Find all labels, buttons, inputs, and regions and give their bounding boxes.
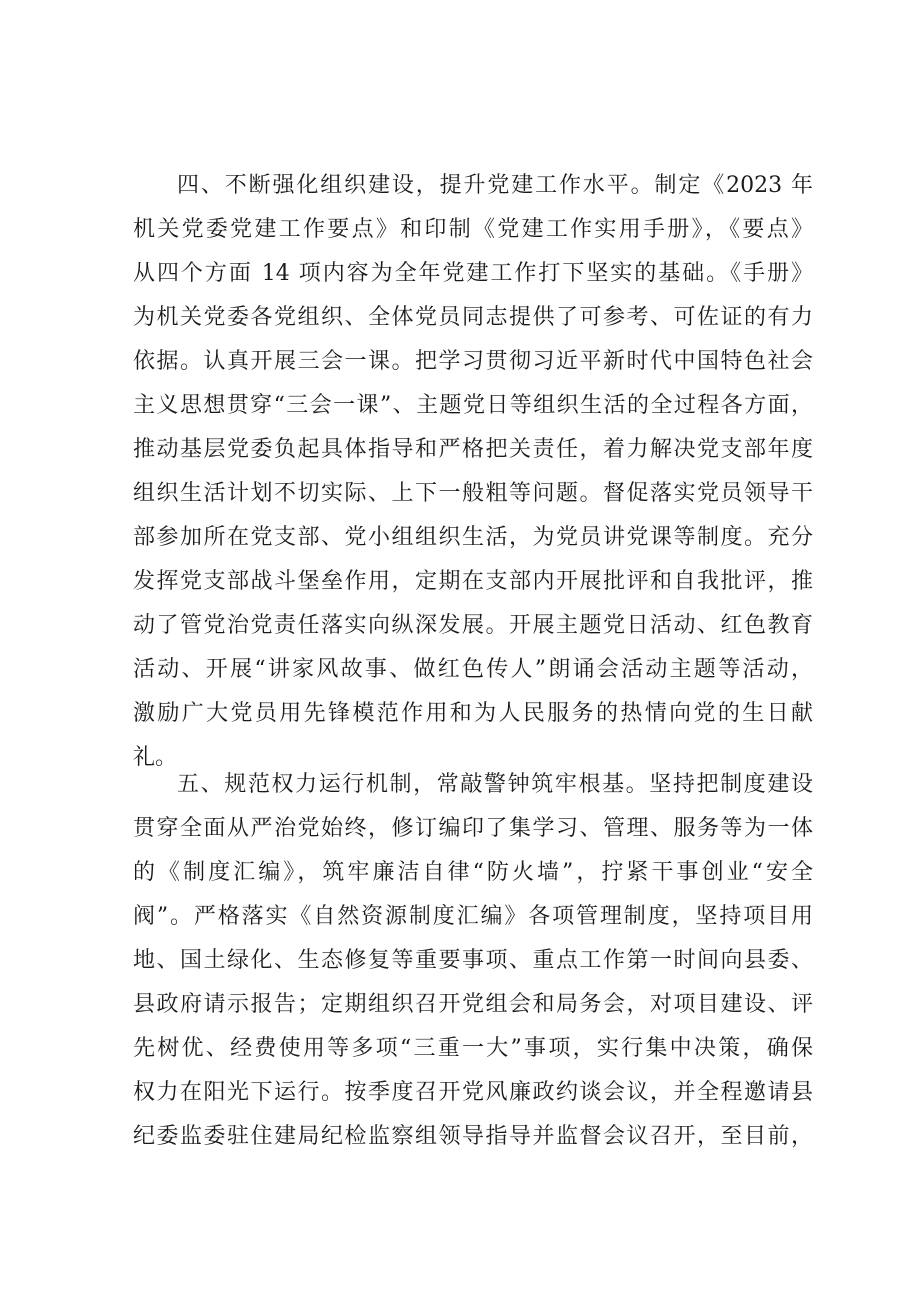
paragraph-line: 依据。认真开展三会一课。把学习贯彻习近平新时代中国特色社会 — [133, 349, 813, 374]
paragraph-line: 先树优、经费使用等多项“三重一大”事项，实行集中决策，确保 — [133, 1036, 813, 1061]
paragraph-line: 部参加所在党支部、党小组组织生活，为党员讲党课等制度。充分 — [133, 525, 813, 550]
paragraph-line: 县政府请示报告；定期组织召开党组会和局务会，对项目建设、评 — [133, 992, 813, 1017]
paragraph-line: 五、规范权力运行机制，常敲警钟筑牢根基。坚持把制度建设 — [177, 772, 813, 797]
paragraph-line: 的《制度汇编》，筑牢廉洁自律“防火墙”，拧紧干事创业“安全 — [133, 860, 813, 885]
paragraph-line: 组织生活计划不切实际、上下一般粗等问题。督促落实党员领导干 — [133, 481, 813, 506]
paragraph-line: 纪委监委驻住建局纪检监察组领导指导并监督会议召开，至目前， — [133, 1124, 813, 1149]
paragraph-line: 为机关党委各党组织、全体党员同志提供了可参考、可佐证的有力 — [133, 305, 813, 330]
paragraph-line: 权力在阳光下运行。按季度召开党风廉政约谈会议，并全程邀请县 — [133, 1080, 813, 1105]
paragraph-line: 机关党委党建工作要点》和印制《党建工作实用手册》，《要点》 — [133, 217, 813, 242]
paragraph-line: 从四个方面 14 项内容为全年党建工作打下坚实的基础。《手册》 — [133, 261, 813, 286]
paragraph-line: 推动基层党委负起具体指导和严格把关责任，着力解决党支部年度 — [133, 437, 813, 462]
paragraph-power-supervision — [133, 763, 813, 1159]
paragraph-line: 地、国土绿化、生态修复等重要事项、重点工作第一时间向县委、 — [133, 948, 813, 973]
paragraph-line: 四、不断强化组织建设，提升党建工作水平。制定《2023 年 — [177, 173, 813, 198]
paragraph-line: 活动、开展“讲家风故事、做红色传人”朗诵会活动主题等活动， — [133, 657, 813, 682]
paragraph-line: 激励广大党员用先锋模范作用和为人民服务的热情向党的生日献 — [133, 701, 813, 726]
paragraph-organization-building — [133, 164, 813, 780]
paragraph-line: 动了管党治党责任落实向纵深发展。开展主题党日活动、红色教育 — [133, 613, 813, 638]
paragraph-line: 礼。 — [133, 745, 178, 770]
paragraph-line: 主义思想贯穿“三会一课”、主题党日等组织生活的全过程各方面， — [133, 393, 813, 418]
paragraph-line: 贯穿全面从严治党始终，修订编印了集学习、管理、服务等为一体 — [133, 816, 813, 841]
paragraph-line: 阀”。严格落实《自然资源制度汇编》各项管理制度，坚持项目用 — [133, 904, 813, 929]
paragraph-line: 发挥党支部战斗堡垒作用，定期在支部内开展批评和自我批评，推 — [133, 569, 813, 594]
